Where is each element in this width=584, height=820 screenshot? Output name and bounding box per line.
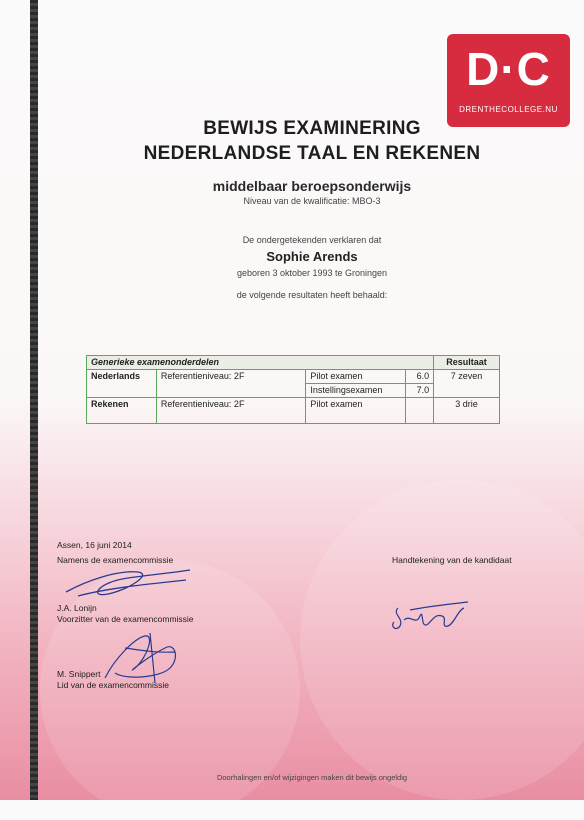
candidate-signature xyxy=(390,596,470,636)
result-cell: 3 drie xyxy=(434,398,500,424)
member-name: M. Snippert xyxy=(57,669,101,679)
qualification-level: Niveau van de kwalificatie: MBO-3 xyxy=(243,196,381,206)
declaration-text: De ondergetekenden verklaren dat xyxy=(242,235,382,245)
header-result: Resultaat xyxy=(434,356,500,370)
candidate-signature-label: Handtekening van de kandidaat xyxy=(392,555,512,565)
education-level: middelbaar beroepsonderwijs xyxy=(212,178,412,194)
college-logo xyxy=(447,34,570,127)
header-subject: Generieke examenonderdelen xyxy=(87,356,434,370)
exam-name-cell: Pilot examen xyxy=(306,398,406,424)
chair-signature xyxy=(58,560,198,605)
subject-cell: Rekenen xyxy=(87,398,157,424)
level-cell: Referentieniveau: 2F xyxy=(156,370,305,398)
on-behalf-label: Namens de examencommissie xyxy=(57,555,174,565)
results-table xyxy=(86,355,500,424)
candidate-name: Sophie Arends xyxy=(266,249,358,264)
level-cell: Referentieniveau: 2F xyxy=(156,398,305,424)
table-row xyxy=(87,398,500,424)
logo-letters: D·C xyxy=(466,43,551,95)
chair-name: J.A. Lonijn xyxy=(57,603,97,613)
background-decoration xyxy=(300,480,584,800)
binding-strip xyxy=(30,0,38,800)
document-title-line2: NEDERLANDSE TAAL EN REKENEN xyxy=(143,143,481,164)
table-header-row xyxy=(87,356,500,370)
logo-subtext: DRENTHECOLLEGE.NU xyxy=(459,105,558,114)
footer-notice: Doorhalingen en/of wijzigingen maken dit bewijs ongeldig xyxy=(216,773,408,782)
chair-role: Voorzitter van de examencommissie xyxy=(57,614,194,624)
document-title-line1: BEWIJS EXAMINERING xyxy=(203,118,421,139)
subject-cell: Nederlands xyxy=(87,370,157,398)
results-intro: de volgende resultaten heeft behaald: xyxy=(236,290,388,300)
table-row xyxy=(87,370,500,384)
member-role: Lid van de examencommissie xyxy=(57,680,169,690)
member-signature xyxy=(95,628,195,688)
birth-info: geboren 3 oktober 1993 te Groningen xyxy=(236,268,388,278)
place-date: Assen, 16 juni 2014 xyxy=(57,540,132,550)
exam-score-cell: 6.0 xyxy=(406,370,434,384)
exam-score-cell xyxy=(406,398,434,424)
exam-name-cell: Instellingsexamen xyxy=(306,384,406,398)
result-cell: 7 zeven xyxy=(434,370,500,398)
exam-score-cell: 7.0 xyxy=(406,384,434,398)
exam-name-cell: Pilot examen xyxy=(306,370,406,384)
